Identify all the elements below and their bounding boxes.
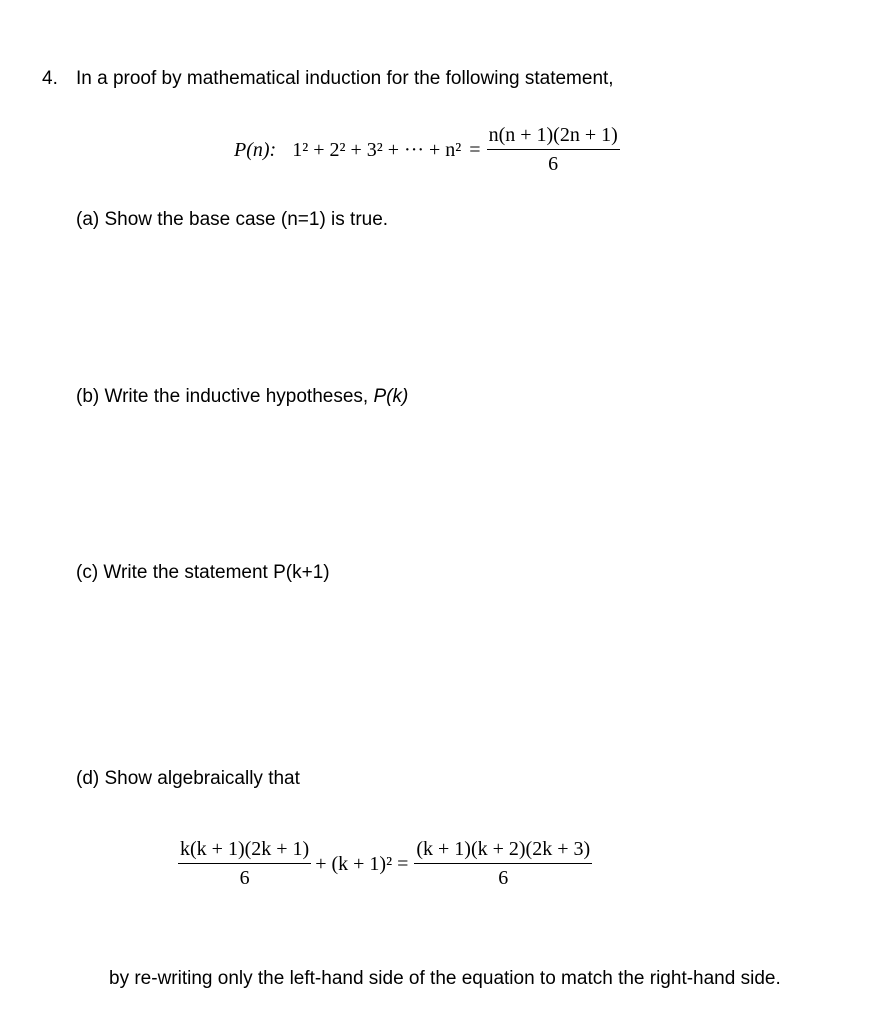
question-stem: In a proof by mathematical induction for the following statement, [76,68,614,89]
statement-lhs: 1² + 2² + 3² + ··· + n² [292,138,462,161]
identity-rhs-numerator: (k + 1)(k + 2)(2k + 3) [414,838,592,864]
identity-rhs-fraction [414,838,592,890]
part-a: (a) Show the base case (n=1) is true. [76,209,389,230]
statement-rhs-fraction [487,124,620,176]
identity-lhs-denominator: 6 [239,867,250,889]
part-c: (c) Write the statement P(k+1) [76,562,330,583]
statement-rhs-denominator: 6 [548,153,559,175]
statement-label: P(n): [234,138,277,161]
part-b [76,386,408,408]
question-number: 4. [42,68,58,89]
statement-equals: = [469,138,481,161]
identity-rhs-denominator: 6 [498,867,509,889]
part-b-italic: P(k) [373,386,409,407]
identity-lhs-numerator: k(k + 1)(2k + 1) [178,838,311,864]
part-b-text: (b) Write the inductive hypotheses, [76,386,374,407]
statement-equation [234,124,620,176]
identity-lhs-fraction [178,838,311,890]
identity-equation [178,838,592,890]
identity-middle: + (k + 1)² = [315,852,409,875]
part-d: (d) Show algebraically that [76,768,300,789]
closing-instruction: by re-writing only the left-hand side of the equation to match the right-hand side. [109,968,781,989]
statement-rhs-numerator: n(n + 1)(2n + 1) [487,124,620,150]
